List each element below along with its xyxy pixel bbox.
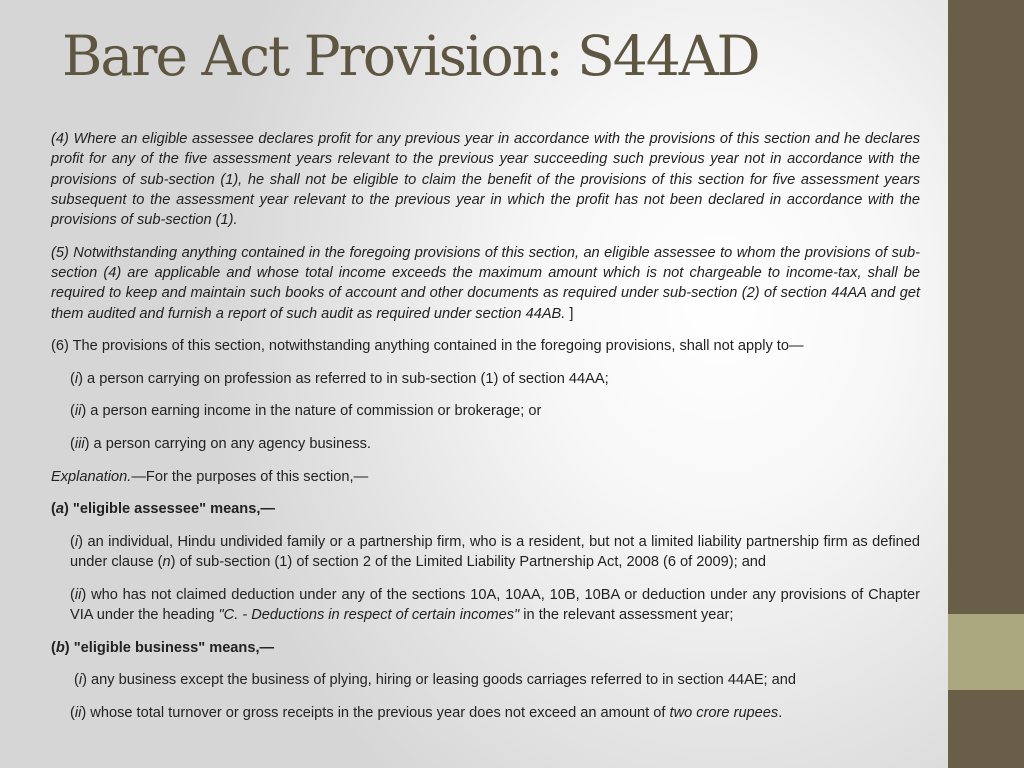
clause-b-i-text: any business except the business of plying, hiring or leasing goods carriages referred to in section 44AE; and <box>91 672 797 689</box>
provision-text <box>51 129 920 735</box>
clause-a-ii: (ii) who has not claimed deduction under any of the sections 10A, 10AA, 10B, 10BA or deduction under any provisions of Chapter VIA under the heading "C. - Deductions in respect of certain incomes" in the relevant assessment year; <box>70 586 921 624</box>
subsection-6-item: (i) a person carrying on profession as referred to in sub-section (1) of section 44AA; <box>70 370 609 387</box>
item-number: i <box>74 370 79 387</box>
explanation <box>51 467 920 487</box>
subsection-5-text: (5) Notwithstanding anything contained in the foregoing provisions of this section, an eligible assessee to whom the provisions of sub-section (4) are applicable and whose total income exceeds the maximum amount which is not chargeable to income-tax, shall be required to keep and maintain such books of account and other documents as required under sub-section (2) of section 44AA and get them audited and furnish a report of such audit as required under section 44AB. <box>51 244 920 322</box>
decorative-sidebar <box>948 0 1024 768</box>
sidebar-accent-block <box>948 614 1024 690</box>
clause-a-label: a <box>55 501 64 518</box>
amount-text: two crore rupees <box>669 704 779 721</box>
closing-bracket: ] <box>569 305 574 322</box>
subsection-6-item: (ii) a person earning income in the nature of commission or brokerage; or <box>70 403 542 420</box>
item-number: i <box>74 533 79 550</box>
subsection-6 <box>51 336 920 356</box>
item-number: ii <box>74 704 82 721</box>
explanation-text: —For the purposes of this section,— <box>131 468 369 485</box>
item-number: iii <box>74 436 85 453</box>
item-text: a person carrying on any agency business. <box>93 436 371 453</box>
clause-a-heading: (a) "eligible assessee" means,— <box>51 501 275 518</box>
subsection-6-item: (iii) a person carrying on any agency business. <box>70 436 371 453</box>
item-number: i <box>78 672 83 689</box>
clause-b-heading: (b) "eligible business" means,— <box>51 639 275 656</box>
clause-a-ii-text-cont: in the relevant assessment year; <box>519 607 734 624</box>
item-number: ii <box>74 586 82 603</box>
subsection-4-text: (4) Where an eligible assessee declares profit for any previous year in accordance with the provisions of this section and he declares profit for any of the five assessment years relevant to the previous year succeeding such previous year not in accordance with the provisions of sub-section (1), he shall not be eligible to claim the benefit of the provisions of this section for five assessment years subsequent to the assessment year relevant to the previous year in which the profit has not been declared in accordance with the provisions of sub-section (1). <box>51 131 920 229</box>
chapter-heading-quote: "C. - Deductions in respect of certain incomes" <box>218 607 520 624</box>
clause-a-i: (i) an individual, Hindu undivided family or a partnership firm, who is a resident, but not a limited liability partnership firm as defined under clause (n) of sub-section (1) of section 2 of the Limited Liability Partnership Act, 2008 (6 of 2009); and <box>70 533 920 571</box>
clause-a-heading-text: "eligible assessee" means,— <box>68 501 275 518</box>
subsection-5 <box>51 243 920 324</box>
clause-a-i-text-cont: ) of sub-section (1) of section 2 of the Limited Liability Partnership Act, 2008 (6 of 2009); and <box>170 554 767 571</box>
explanation-label: Explanation. <box>51 468 132 485</box>
item-text: a person earning income in the nature of commission or brokerage; or <box>90 403 542 420</box>
item-number: ii <box>74 403 82 420</box>
clause-b-ii: (ii) whose total turnover or gross receipts in the previous year does not exceed an amount of two crore rupees. <box>70 704 783 721</box>
clause-b-ii-text-end: . <box>778 704 783 721</box>
clause-b-i: (i) any business except the business of plying, hiring or leasing goods carriages referred to in section 44AE; and <box>74 672 797 689</box>
item-text: a person carrying on profession as referred to in sub-section (1) of section 44AA; <box>87 370 609 387</box>
clause-b-ii-text: whose total turnover or gross receipts in the previous year does not exceed an amount of <box>90 704 670 721</box>
clause-b-label: b <box>55 639 65 656</box>
clause-b-heading-text: "eligible business" means,— <box>69 639 275 656</box>
subsection-4 <box>51 129 920 230</box>
clause-reference: n <box>162 554 171 571</box>
slide-title: Bare Act Provision: S44AD <box>62 24 759 88</box>
subsection-6-text: (6) The provisions of this section, notwithstanding anything contained in the foregoing provisions, shall not apply to— <box>51 338 804 355</box>
clause-a-ii-text: who has not claimed deduction under any of the sections 10A, 10AA, 10B, 10BA or deduction under any provisions of Chapter VIA under the heading <box>70 586 921 624</box>
clause-a-i-text: an individual, Hindu undivided family or a partnership firm, who is a resident, but not a limited liability partnership firm as defined under clause ( <box>70 533 920 571</box>
